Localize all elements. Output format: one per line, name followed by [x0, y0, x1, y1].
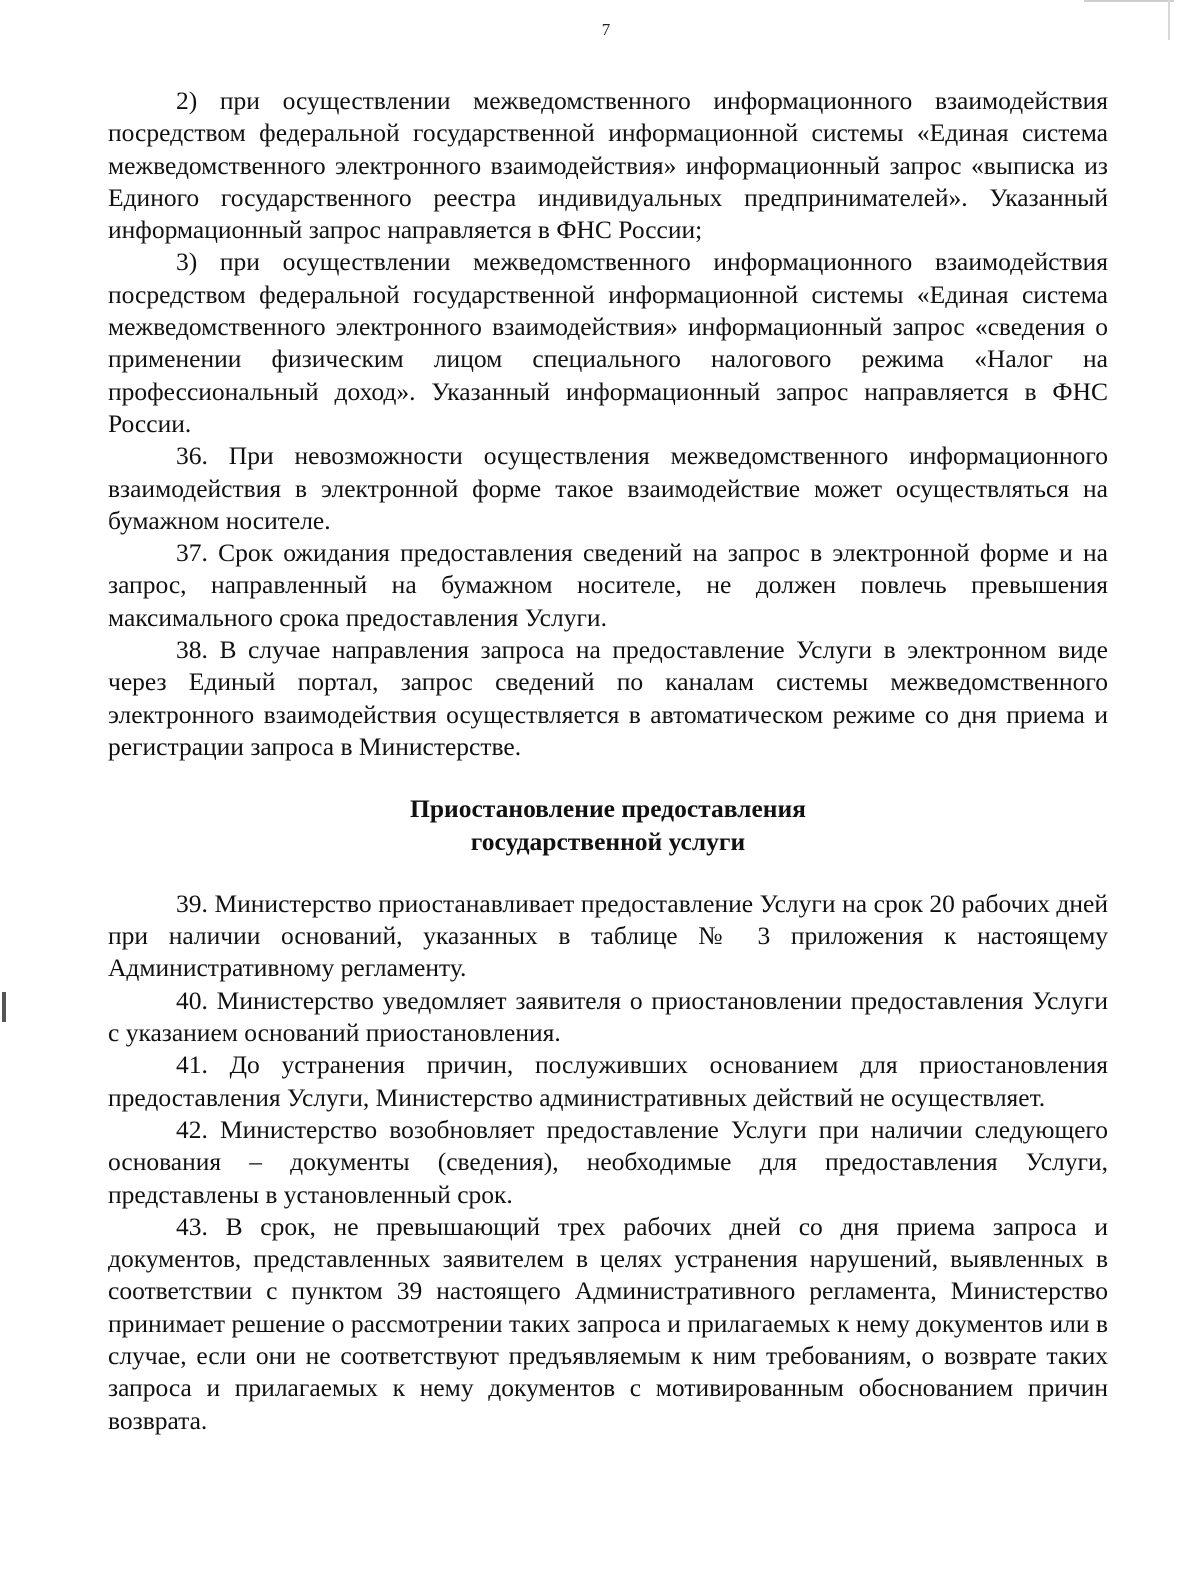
paragraph-43: 43. В срок, не превышающий трех рабочих дней со дня приема запроса и документов, представленных заявителем в целях устранения нарушений, выявленных в соответствии с пунктом 39 настоящего Административного регламента, Министерство принимает решение о рассмотрении таких запроса и прилагаемых к нему документов или в случае, если они не соответствуют предъявляемым к ним требованиям, о возврате таких запроса и прилагаемых к нему документов с мотивированным обоснованием причин возврата. [108, 1211, 1108, 1435]
section-heading [108, 793, 1108, 858]
page-number: 7 [601, 20, 611, 39]
paragraph-39: 39. Министерство приостанавливает предоставление Услуги на срок 20 рабочих дней при наличии оснований, указанных в таблице № 3 приложения к настоящему Административному регламенту. [108, 888, 1108, 983]
paragraph-42: 42. Министерство возобновляет предоставление Услуги при наличии следующего основания – документы (сведения), необходимые для предоставления Услуги, представлены в установленный срок. [108, 1114, 1108, 1209]
scan-edge-mark [1084, 0, 1174, 12]
document-body [108, 85, 1108, 1437]
paragraph-36: 36. При невозможности осуществления межведомственного информационного взаимодействия в электронной форме такое взаимодействие может осуществляться на бумажном носителе. [108, 441, 1108, 535]
paragraph-37: 37. Срок ожидания предоставления сведений на запрос в электронной форме и на запрос, направленный на бумажном носителе, не должен повлечь превышения максимального срока предоставления Услуги. [108, 538, 1108, 632]
paragraph-40: 40. Министерство уведомляет заявителя о приостановлении предоставления Услуги с указанием оснований приостановления. [108, 985, 1108, 1048]
paragraph-41: 41. До устранения причин, послуживших основанием для приостановления предоставления Услуги, Министерство административных действий не осуществляет. [108, 1050, 1108, 1112]
paragraph-item-3: 3) при осуществлении межведомственного информационного взаимодействия посредством федеральной государственной информационной системы «Единая система межведомственного электронного взаимодействия» информационный запрос «сведения о применении физическим лицом специального налогового режима «Налог на профессиональный доход». Указанный информационный запрос направляется в ФНС России. [108, 247, 1108, 438]
paragraph-item-2: 2) при осуществлении межведомственного информационного взаимодействия посредством федеральной государственной информационной системы «Единая система межведомственного электронного взаимодействия» информационный запрос «выписка из Единого государственного реестра индивидуальных предпринимателей». Указанный информационный запрос направляется в ФНС России; [108, 86, 1108, 245]
section-heading-line-1: Приостановление предоставления [410, 794, 806, 824]
section-heading-line-2: государственной услуги [470, 826, 746, 856]
paragraph-38: 38. В случае направления запроса на предоставление Услуги в электронном виде через Единый портал, запрос сведений по каналам системы межведомственного электронного взаимодействия осуществляется в автоматическом режиме со дня приема и регистрации запроса в Министерстве. [108, 635, 1108, 761]
scan-edge-mark [2, 992, 6, 1022]
